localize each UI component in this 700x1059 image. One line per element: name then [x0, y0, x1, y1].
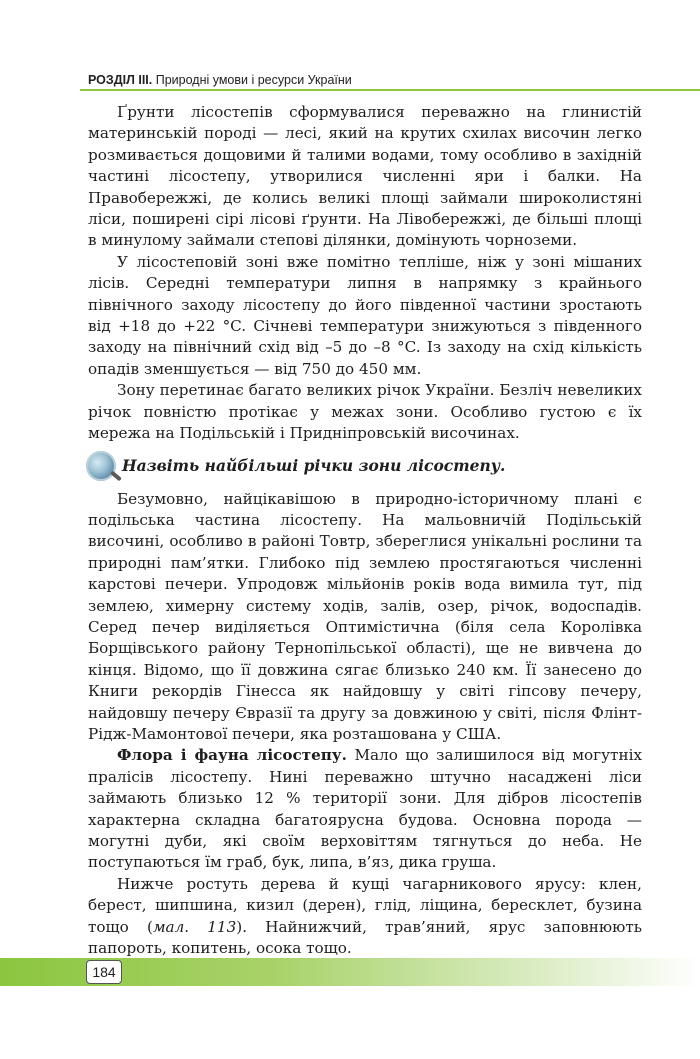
paragraph-shrubs [88, 874, 642, 960]
magnifier-globe-icon [86, 451, 116, 481]
paragraph-flora [88, 745, 642, 873]
paragraph-soils: Ґрунти лісостепів сформувалися переважно на глинистій материнській породі — лесі, який на крутих схилах височин легко розмивається дощовими й талими водами, тому особливо в західній частині лісостепу, утворилися численні яри і балки. На Правобережжі, де колись великі площі займали широколистяні ліси, поширені сірі лісові ґрунти. На Лівобережжі, де більші площі в минулому займали степові ділянки, домінують чорноземи. [88, 103, 642, 250]
question-text: Назвіть найбільші річки зони лісостепу. [122, 455, 506, 475]
flora-heading: Флора і фауна лісостепу. [117, 746, 347, 765]
page-number: 184 [86, 960, 122, 984]
shrubs-text-start: Нижче ростуть дерева й кущі чагарникового ярусу: клен, берест, шипшина, кизил (дерен), глід, ліщина, бересклет, бузина тощо ( [88, 874, 642, 936]
paragraph-climate: У лісостеповій зоні вже помітно тепліше, ніж у зоні мішаних лісів. Середні температури липня в напрямку з крайнього північного заходу лісостепу до його південної частини зростають від +18 до +22 °C. Січневі температури знижуються з південного заходу на північний схід від –5 до –8 °C. Із заходу на схід кількість опадів зменшується — від 750 до 450 мм. [88, 252, 642, 378]
header-divider [80, 89, 700, 91]
shrubs-text-end: ). Найнижчий, трав’яний, ярус заповнюють папороть, копитень, осока тощо. [88, 917, 642, 958]
paragraph-caves: Безумовно, найцікавішою в природно-історичному плані є подільська частина лісостепу. На мальовничій Подільській височині, особливо в районі Товтр, збереглися унікальні рослини та природні пам’ятки. Глибоко під землею простягаються численні карстові печери. Упродовж мільйонів років вода вимила тут, під землею, химерну систему ходів, залів, озер, річок, водоспадів. Серед печер виділяється Оптимістична (біля села Королівка Борщівського району Тернопільської області), ще не вивчена до кінця. Відомо, що її довжина сягає близько 240 км. Її занесено до Книги рекордів Гінесса як найдовшу у світі гіпсову печеру, найдовшу печеру Євразії та другу за довжиною у світі, після Флінт-Рідж-Мамонтової печери, яка розташована у США. [88, 489, 642, 743]
question-block [88, 449, 642, 486]
flora-text: Мало що залишилося від могутніх пралісів лісостепу. Нині переважно штучно насаджені ліси займають близько 12 % території зони. Для дібров лісостепів характерна складна багатоярусна будова. Основна порода — могутні дуби, які своїм верховіттям тягнуться до неба. Не поступаються їм граб, бук, липа, в’яз, дика груша. [88, 746, 643, 872]
section-label: РОЗДІЛ ІІІ. [88, 73, 153, 87]
running-header [88, 70, 700, 90]
paragraph-rivers: Зону перетинає багато великих річок України. Безліч невеликих річок повністю протікає у межах зони. Особливо густою є їх мережа на Подільській і Придніпровській височинах. [88, 381, 642, 443]
section-title: Природні умови і ресурси України [155, 73, 352, 87]
page-body [88, 102, 642, 959]
figure-reference: мал. 113 [152, 917, 237, 936]
